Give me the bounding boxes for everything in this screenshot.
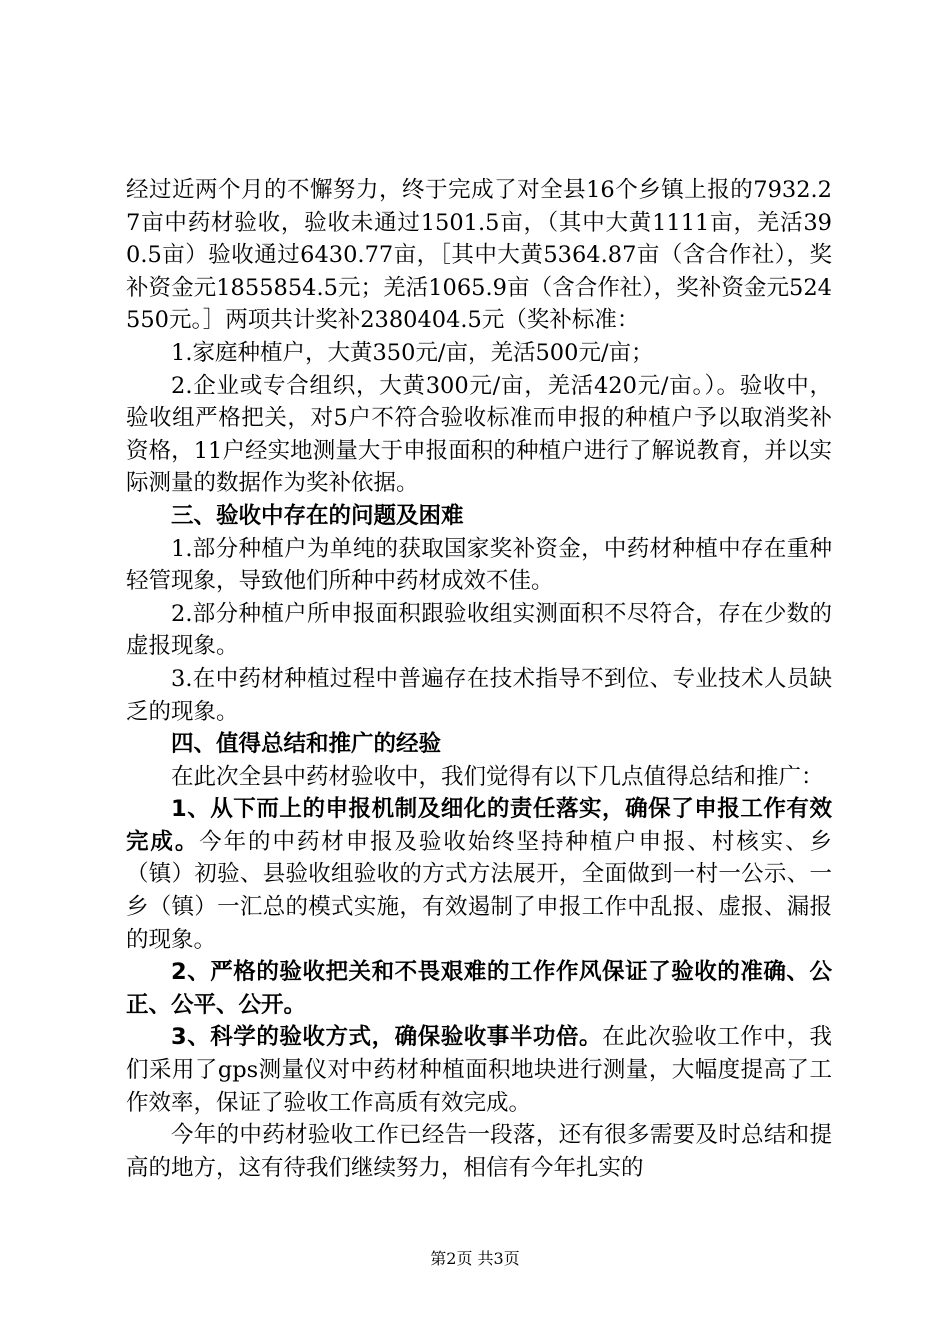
paragraph-experience-intro: 在此次全县中药材验收中，我们觉得有以下几点值得总结和推广： xyxy=(171,763,824,790)
paragraph-problem-3: 3.在中药材种植过程中普遍存在技术指导不到位、专业技术人员缺乏的现象。 xyxy=(126,665,832,725)
document-body xyxy=(126,174,832,1184)
page-number-footer: 第2页 共3页 xyxy=(430,1249,520,1268)
section-heading-experience: 四、值得总结和推广的经验 xyxy=(171,731,442,758)
paragraph-experience-3 xyxy=(126,1021,832,1119)
experience-3-body: 在此次验收工作中，我们采用了gps测量仪对中药材种植面积地块进行测量，大幅度提高了工作效率，保证了验收工作高质有效完成。 xyxy=(126,1024,832,1116)
experience-1-body: 今年的中药材申报及验收始终坚持种植户申报、村核实、乡（镇）初验、县验收组验收的方式方法展开，全面做到一村一公示、一乡（镇）一汇总的模式实施，有效遏制了申报工作中乱报、虚报、漏报的现象。 xyxy=(126,828,832,953)
paragraph-experience-2 xyxy=(126,956,832,1021)
paragraph-standard-enterprise: 2.企业或专合组织，大黄300元/亩，羌活420元/亩。）。验收中，验收组严格把关，对5户不符合验收标准而申报的种植户予以取消奖补资格，11户经实地测量大于申报面积的种植户进行了解说教育，并以实际测量的数据作为奖补依据。 xyxy=(126,372,832,497)
paragraph-conclusion: 今年的中药材验收工作已经告一段落，还有很多需要及时总结和提高的地方，这有待我们继续努力，相信有今年扎实的 xyxy=(126,1122,832,1181)
paragraph-problem-2: 2.部分种植户所申报面积跟验收组实测面积不尽符合，存在少数的虚报现象。 xyxy=(126,600,832,660)
section-heading-problems: 三、验收中存在的问题及困难 xyxy=(171,502,464,529)
experience-3-lead: 3、科学的验收方式，确保验收事半功倍。 xyxy=(171,1024,603,1051)
experience-2-lead: 2、严格的验收把关和不畏艰难的工作作风保证了验收的准确、公正、公平、公开。 xyxy=(126,959,832,1018)
paragraph-standard-household: 1.家庭种植户，大黄350元/亩，羌活500元/亩； xyxy=(171,339,654,366)
paragraph-acceptance-summary: 经过近两个月的不懈努力，终于完成了对全县16个乡镇上报的7932.27亩中药材验收，验收未通过1501.5亩，（其中大黄1111亩，羌活390.5亩）验收通过6430.77亩，［其中大黄5364.87亩（含合作社），奖补资金元1855854.5元；羌活1065.9亩（含合作社），奖补资金元524550元。］两项共计奖补2380404.5元（奖补标准： xyxy=(126,177,832,334)
paragraph-experience-1 xyxy=(126,793,832,956)
paragraph-problem-1: 1.部分种植户为单纯的获取国家奖补资金，中药材种植中存在重种轻管现象，导致他们所种中药材成效不佳。 xyxy=(126,535,832,595)
experience-1-lead: 1、从下而上的申报机制及细化的责任落实，确保了申报工作有效完成。 xyxy=(126,796,832,855)
